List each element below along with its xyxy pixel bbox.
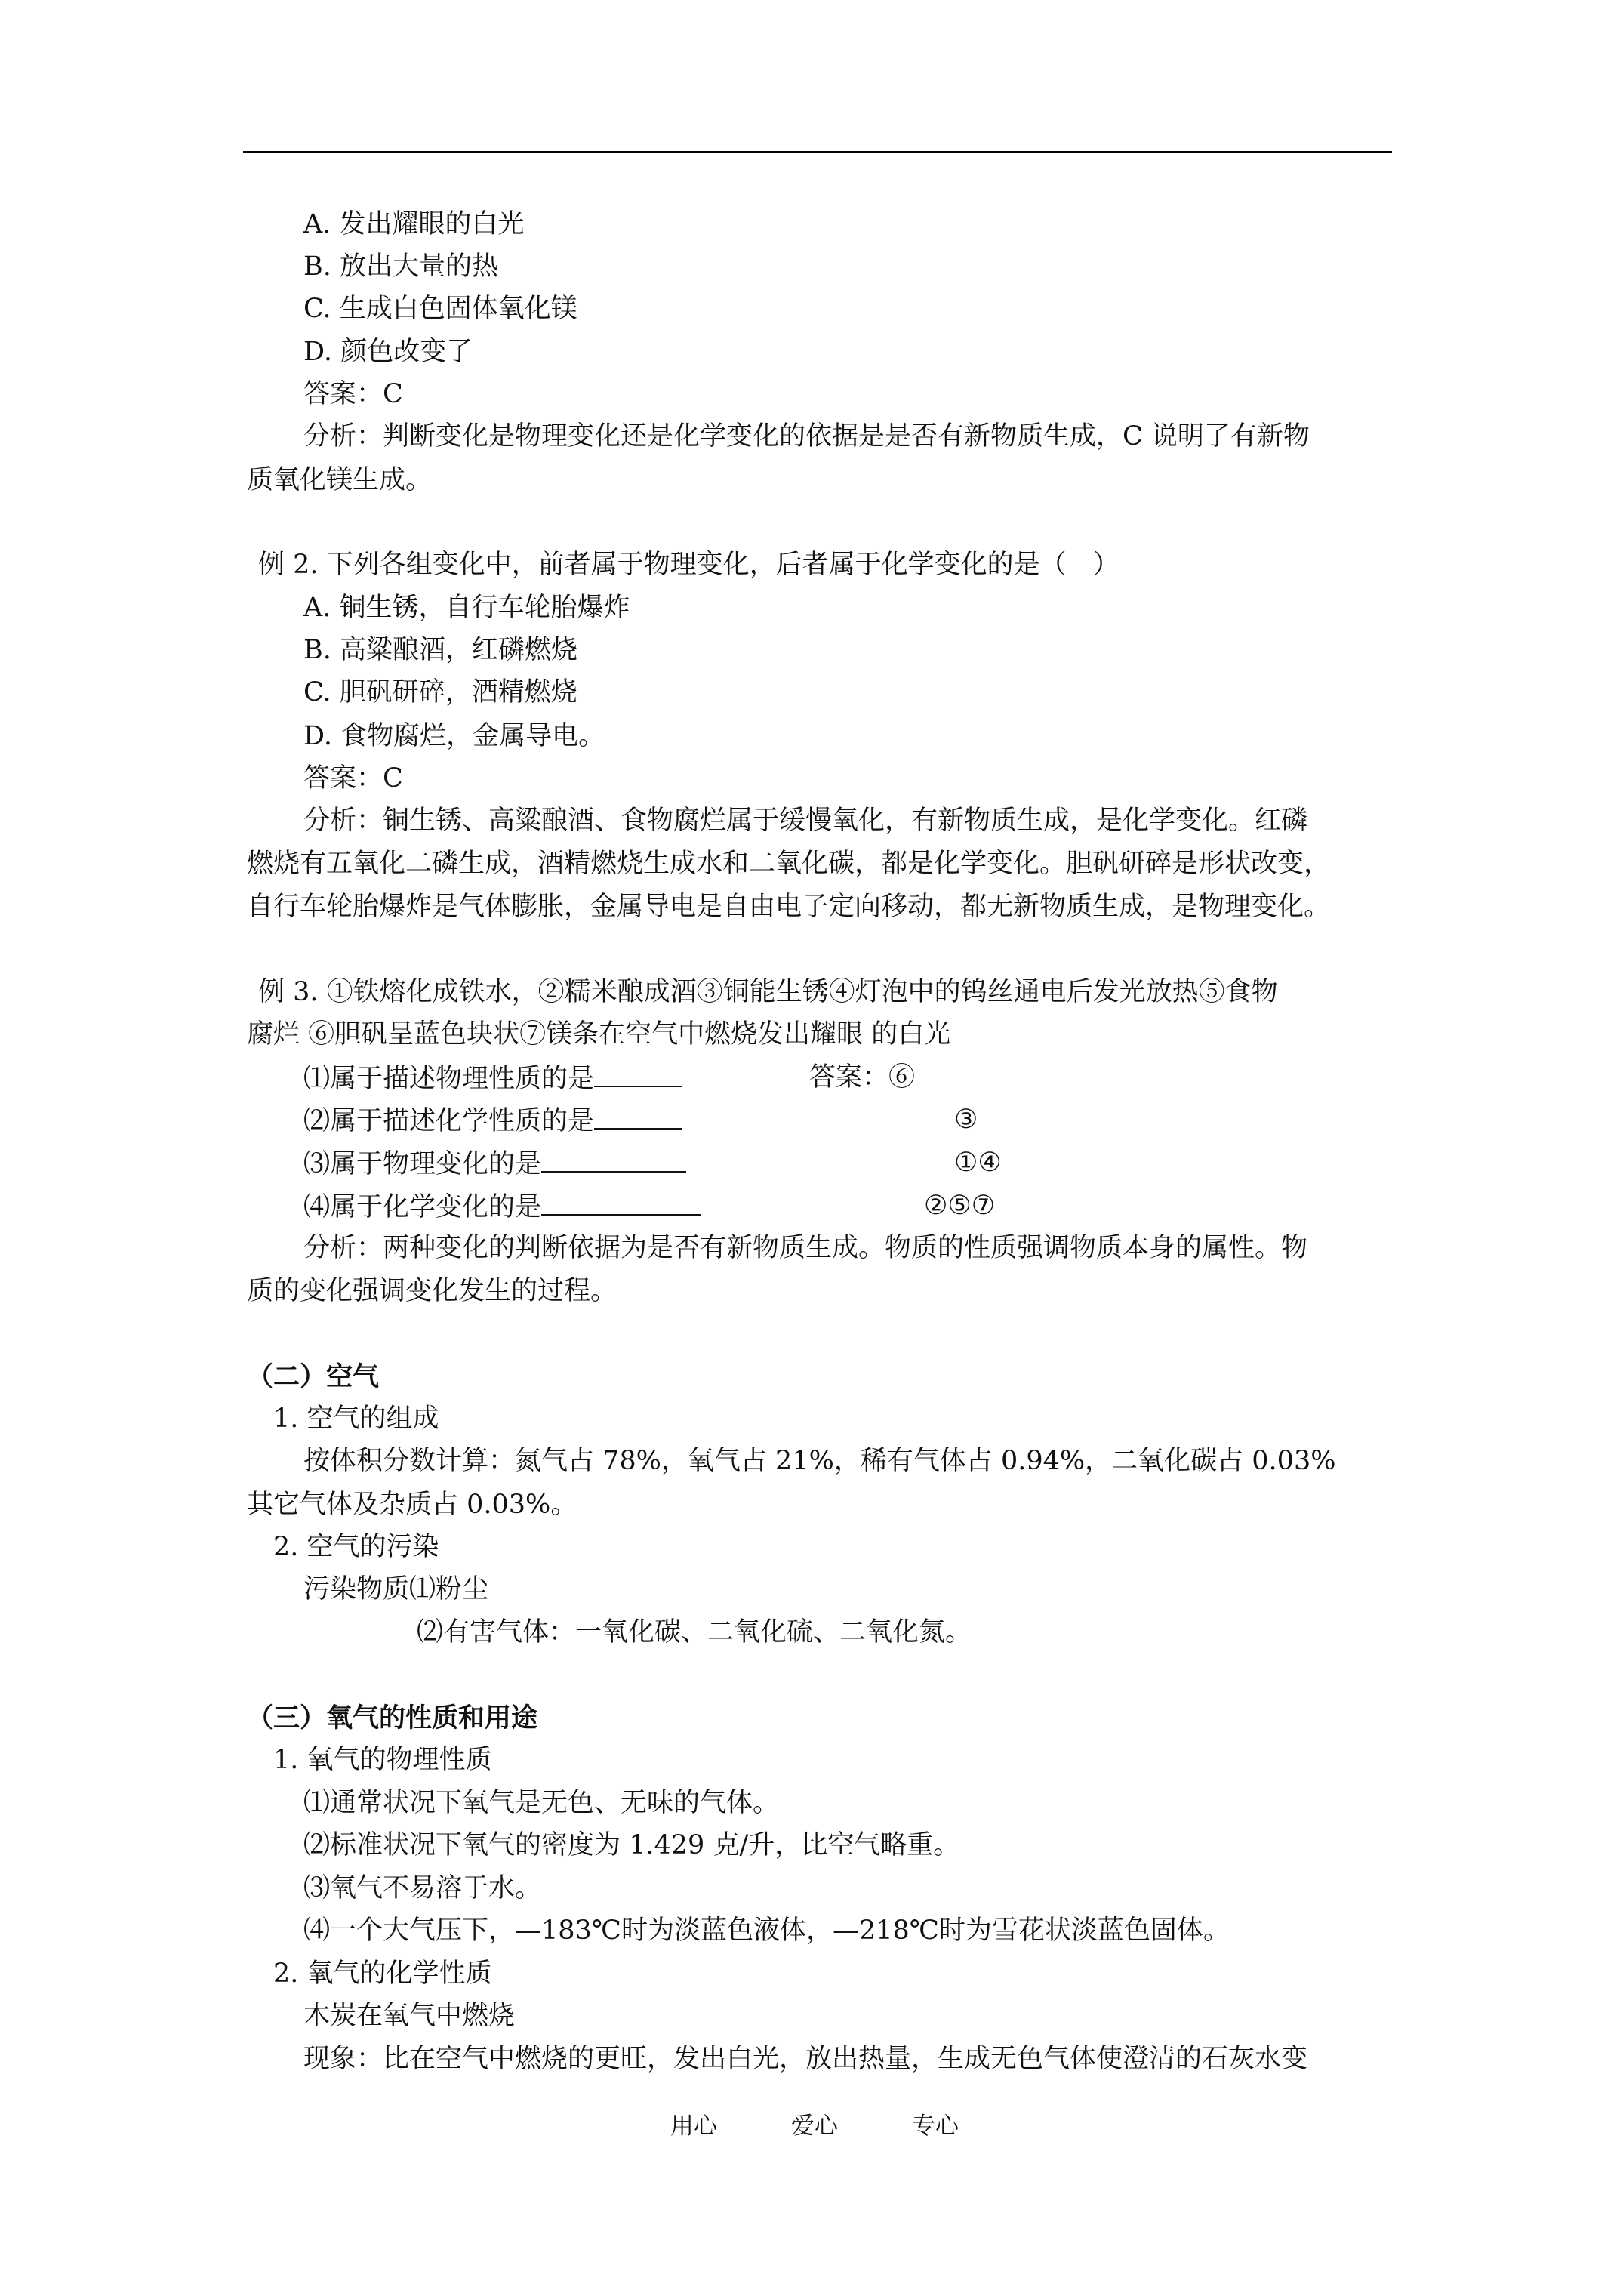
charcoal-combustion-heading: 木炭在氧气中燃烧 (303, 2001, 516, 2031)
oxygen-physical-heading: 1. 氧气的物理性质 (273, 1745, 492, 1775)
oxygen-physical-prop-3: ⑶氧气不易溶于水。 (303, 1873, 542, 1903)
footer-word-1: 用心 (670, 2113, 717, 2140)
oxygen-physical-prop-2: ⑵标准状况下氧气的密度为 1.429 克/升，比空气略重。 (303, 1830, 960, 1860)
q1-analysis-line-2: 质氧化镁生成。 (247, 465, 433, 495)
q1-option-c: C. 生成白色固体氧化镁 (303, 294, 577, 324)
q3-item-2-text: ⑵属于描述化学性质的是 (303, 1106, 595, 1136)
q1-answer: 答案：C (303, 379, 403, 409)
air-pollution-heading: 2. 空气的污染 (273, 1532, 439, 1562)
q3-item-1 (303, 1065, 682, 1093)
q2-option-d: D. 食物腐烂，金属导电。 (303, 721, 605, 751)
q1-option-b: B. 放出大量的热 (303, 251, 498, 282)
q3-item-4-text: ⑷属于化学变化的是 (303, 1192, 542, 1222)
oxygen-physical-prop-1: ⑴通常状况下氧气是无色、无味的气体。 (303, 1788, 780, 1818)
q3-item-2-blank (594, 1107, 682, 1130)
q3-item-3-text: ⑶属于物理变化的是 (303, 1149, 542, 1179)
air-composition-line-1: 按体积分数计算：氮气占 78%，氧气占 21%，稀有气体占 0.94%，二氧化碳占 0.03% (303, 1446, 1336, 1476)
q3-item-3-blank (541, 1150, 686, 1173)
section-air-title: （二）空气 (247, 1361, 380, 1392)
q2-analysis-line-1: 分析：铜生锈、高粱酿酒、食物腐烂属于缓慢氧化，有新物质生成，是化学变化。红磷 (303, 806, 1308, 836)
air-composition-line-2: 其它气体及杂质占 0.03%。 (247, 1490, 577, 1520)
air-pollution-line-2: ⑵有害气体：一氧化碳、二氧化硫、二氧化氮。 (417, 1617, 972, 1647)
q3-analysis-line-2: 质的变化强调变化发生的过程。 (247, 1276, 617, 1306)
q3-item-3 (303, 1150, 686, 1178)
q3-item-3-answer: ①④ (954, 1148, 1002, 1178)
q3-item-1-text: ⑴属于描述物理性质的是 (303, 1064, 595, 1094)
q1-analysis-line-1: 分析：判断变化是物理变化还是化学变化的依据是是否有新物质生成，C 说明了有新物 (303, 421, 1310, 451)
q3-item-1-blank (594, 1065, 682, 1087)
oxygen-physical-prop-4: ⑷一个大气压下，—183℃时为淡蓝色液体，—218℃时为雪花状淡蓝色固体。 (303, 1915, 1230, 1946)
q1-option-a: A. 发出耀眼的白光 (303, 209, 525, 239)
q2-option-b: B. 高粱酿酒，红磷燃烧 (303, 635, 577, 665)
section-oxygen-title: （三）氧气的性质和用途 (247, 1703, 538, 1734)
q3-analysis-line-1: 分析：两种变化的判断依据为是否有新物质生成。物质的性质强调物质本身的属性。物 (303, 1233, 1308, 1263)
q3-stem-line-1: 例 3. ①铁熔化成铁水，②糯米酿成酒③铜能生锈④灯泡中的钨丝通电后发光放热⑤食物 (258, 977, 1278, 1007)
q3-item-4 (303, 1193, 701, 1221)
oxygen-chemical-heading: 2. 氧气的化学性质 (273, 1959, 492, 1989)
footer-word-3: 专心 (912, 2113, 959, 2140)
q2-analysis-line-2: 燃烧有五氧化二磷生成，酒精燃烧生成水和二氧化碳，都是化学变化。胆矾研碎是形状改变， (247, 849, 1331, 879)
q2-answer: 答案：C (303, 763, 403, 794)
q3-item-4-blank (541, 1193, 701, 1216)
q2-option-c: C. 胆矾研碎，酒精燃烧 (303, 677, 577, 707)
q2-option-a: A. 铜生锈，自行车轮胎爆炸 (303, 593, 630, 623)
header-rule (243, 151, 1392, 153)
q3-item-1-answer: 答案：⑥ (809, 1062, 916, 1093)
air-composition-heading: 1. 空气的组成 (273, 1404, 439, 1434)
q3-item-4-answer: ②⑤⑦ (924, 1191, 996, 1221)
q2-analysis-line-3: 自行车轮胎爆炸是气体膨胀，金属导电是自由电子定向移动，都无新物质生成，是物理变化。 (247, 892, 1331, 922)
q3-stem-line-2: 腐烂 ⑥胆矾呈蓝色块状⑦镁条在空气中燃烧发出耀眼 的白光 (247, 1019, 951, 1049)
q1-option-d: D. 颜色改变了 (303, 337, 473, 367)
air-pollution-line-1: 污染物质⑴粉尘 (303, 1574, 489, 1604)
charcoal-phenomenon: 现象：比在空气中燃烧的更旺，发出白光，放出热量，生成无色气体使澄清的石灰水变 (303, 2044, 1308, 2074)
q3-item-2-answer: ③ (954, 1105, 978, 1135)
footer-word-2: 爱心 (791, 2113, 838, 2140)
q2-stem: 例 2. 下列各组变化中，前者属于物理变化，后者属于化学变化的是（ ） (258, 550, 1119, 580)
q3-item-2 (303, 1107, 682, 1135)
